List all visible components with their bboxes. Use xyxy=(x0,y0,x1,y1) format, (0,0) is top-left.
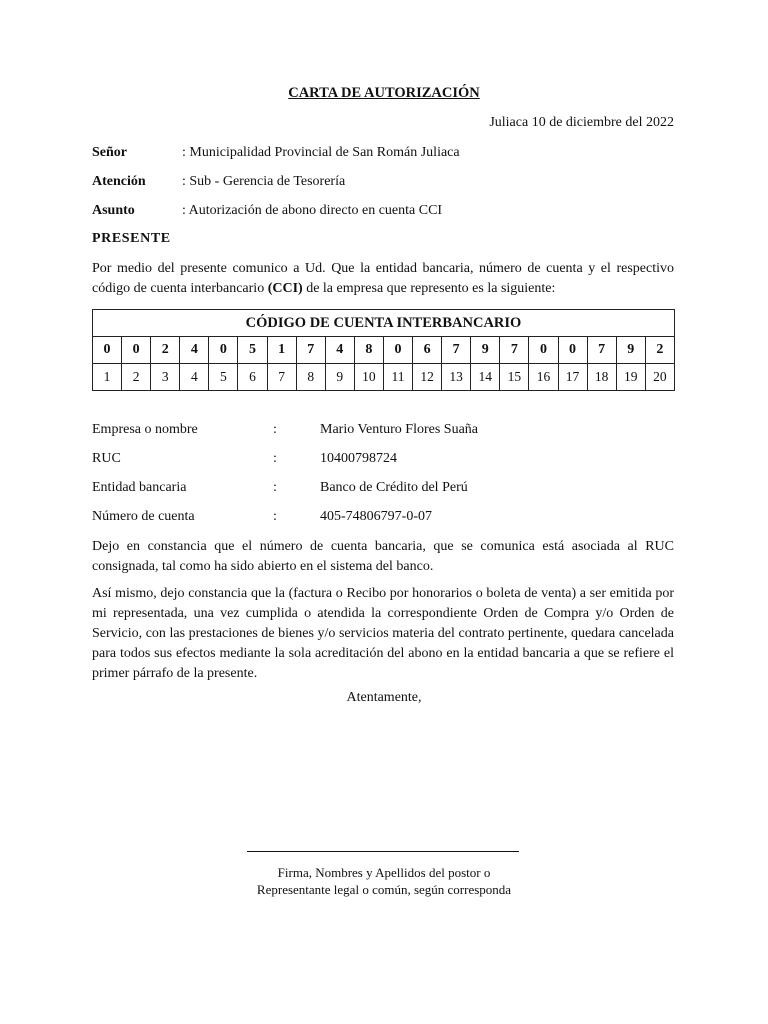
detail-value-entidad: Banco de Crédito del Perú xyxy=(320,480,468,495)
cci-digit-cell: 9 xyxy=(616,337,645,364)
detail-colon: : xyxy=(273,480,277,495)
cci-digit-cell: 0 xyxy=(122,337,151,364)
cci-position-cell: 11 xyxy=(383,364,412,391)
cci-position-cell: 12 xyxy=(413,364,442,391)
cci-position-cell: 15 xyxy=(500,364,529,391)
cci-position-cell: 18 xyxy=(587,364,616,391)
cci-position-cell: 4 xyxy=(180,364,209,391)
cci-position-row xyxy=(93,364,675,391)
letter-date: Juliaca 10 de diciembre del 2022 xyxy=(489,115,674,130)
cci-position-cell: 5 xyxy=(209,364,238,391)
header-value-atencion: : Sub - Gerencia de Tesorería xyxy=(182,174,346,189)
cci-digit-cell: 8 xyxy=(354,337,383,364)
header-value-asunto: : Autorización de abono directo en cuenta CCI xyxy=(182,203,443,218)
cci-digit-cell: 0 xyxy=(93,337,122,364)
cci-table xyxy=(92,309,675,391)
detail-colon: : xyxy=(273,451,277,466)
cci-position-cell: 2 xyxy=(122,364,151,391)
cci-digit-cell: 0 xyxy=(209,337,238,364)
cci-digit-cell: 7 xyxy=(296,337,325,364)
closing-text: Atentamente, xyxy=(346,690,422,705)
detail-colon: : xyxy=(273,509,277,524)
cci-digit-cell: 1 xyxy=(267,337,296,364)
intro-text: Por medio del presente comunico a Ud. Que la entidad bancaria, número de cuenta y el respectivo código de cuenta interbancario xyxy=(92,261,674,296)
intro-cci-bold: (CCI) xyxy=(267,281,303,296)
cci-digit-row xyxy=(93,337,675,364)
cci-position-cell: 16 xyxy=(529,364,558,391)
cci-position-cell: 8 xyxy=(296,364,325,391)
cci-digit-cell: 4 xyxy=(180,337,209,364)
presente-heading: PRESENTE xyxy=(92,231,171,246)
detail-value-numero-cuenta: 405-74806797-0-07 xyxy=(320,509,432,524)
signature-caption-line1: Firma, Nombres y Apellidos del postor o xyxy=(277,865,491,880)
cci-position-cell: 13 xyxy=(442,364,471,391)
cci-digit-cell: 2 xyxy=(151,337,180,364)
constancia-paragraph: Dejo en constancia que el número de cuenta bancaria, que se comunica está asociada al RUC consignada, tal como ha sido abierto en el sistema del banco. xyxy=(92,539,674,574)
cci-position-cell: 17 xyxy=(558,364,587,391)
cci-digit-cell: 7 xyxy=(500,337,529,364)
cci-position-cell: 9 xyxy=(325,364,354,391)
cci-digit-cell: 7 xyxy=(587,337,616,364)
header-label-atencion: Atención xyxy=(92,174,146,189)
asimismo-paragraph: Así mismo, dejo constancia que la (factura o Recibo por honorarios o boleta de venta) a ser emitida por mi representada, una vez cumplida o atendida la correspondiente Orden de Compra y/o Orden de Servicio, con las prestaciones de bienes y/o servicios materia del contrato pertinente, quedara cancelada para todos sus efectos mediante la sola acreditación del abono en la entidad bancaria a que se refiere el primer párrafo de la presente. xyxy=(92,586,674,681)
letter-title: CARTA DE AUTORIZACIÓN xyxy=(288,85,480,101)
cci-position-cell: 7 xyxy=(267,364,296,391)
detail-label-ruc: RUC xyxy=(92,451,121,466)
header-value-senor: : Municipalidad Provincial de San Román Juliaca xyxy=(182,145,460,160)
signature-line xyxy=(247,851,519,852)
header-label-asunto: Asunto xyxy=(92,203,135,218)
detail-label-numero-cuenta: Número de cuenta xyxy=(92,509,195,524)
signature-caption-line2: Representante legal o común, según corresponda xyxy=(256,882,512,897)
cci-digit-cell: 4 xyxy=(325,337,354,364)
cci-digit-cell: 0 xyxy=(529,337,558,364)
cci-digit-cell: 2 xyxy=(645,337,674,364)
detail-value-empresa: Mario Venturo Flores Suaña xyxy=(320,422,478,437)
cci-digit-cell: 5 xyxy=(238,337,267,364)
intro-text-end: de la empresa que represento es la siguiente: xyxy=(302,281,556,296)
detail-label-entidad: Entidad bancaria xyxy=(92,480,187,495)
cci-position-cell: 1 xyxy=(93,364,122,391)
detail-colon: : xyxy=(273,422,277,437)
intro-paragraph xyxy=(92,259,674,299)
cci-position-cell: 6 xyxy=(238,364,267,391)
detail-label-empresa: Empresa o nombre xyxy=(92,422,198,437)
cci-digit-cell: 0 xyxy=(383,337,412,364)
detail-value-ruc: 10400798724 xyxy=(320,451,397,466)
cci-digit-cell: 0 xyxy=(558,337,587,364)
cci-position-cell: 14 xyxy=(471,364,500,391)
header-label-senor: Señor xyxy=(92,145,127,160)
cci-position-cell: 10 xyxy=(354,364,383,391)
cci-digit-cell: 6 xyxy=(413,337,442,364)
cci-table-heading: CÓDIGO DE CUENTA INTERBANCARIO xyxy=(93,310,675,337)
cci-position-cell: 3 xyxy=(151,364,180,391)
cci-position-cell: 20 xyxy=(645,364,674,391)
cci-digit-cell: 9 xyxy=(471,337,500,364)
cci-digit-cell: 7 xyxy=(442,337,471,364)
cci-position-cell: 19 xyxy=(616,364,645,391)
